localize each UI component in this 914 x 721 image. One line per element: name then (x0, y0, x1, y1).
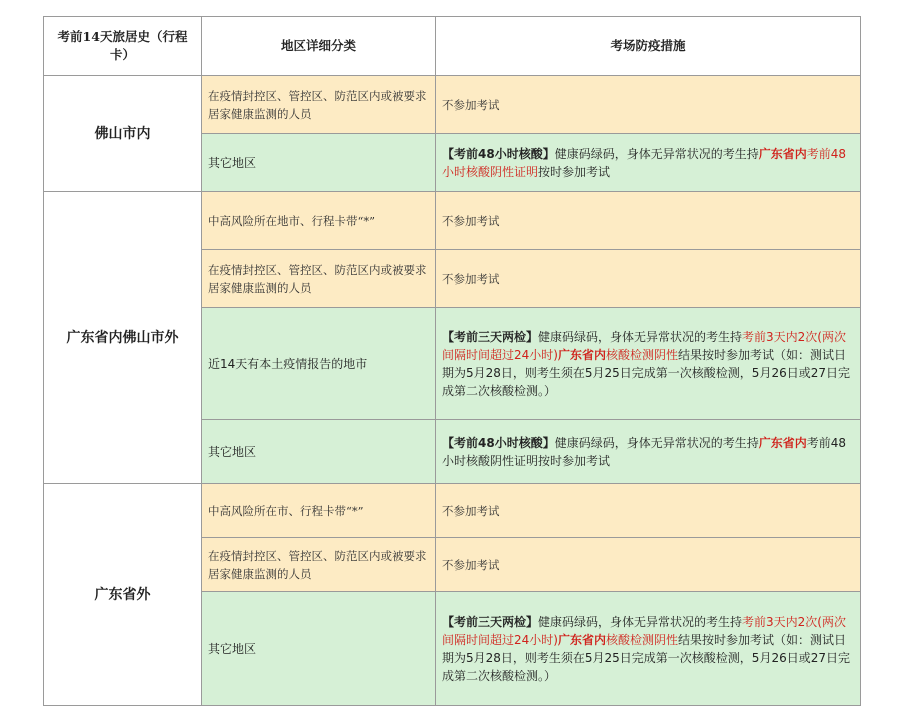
measure-highlight: 广东省内 (557, 347, 606, 362)
header-travel-history: 考前14天旅居史（行程卡） (44, 17, 202, 76)
measure-highlight: 考前3天内2次(两次间隔时间超过24小时) (442, 614, 846, 647)
measure-text: 考前48小时核酸阴性证明按时参加考试 (442, 435, 847, 468)
measure-cell (436, 420, 861, 484)
measure-highlight: 广东省内 (758, 146, 807, 161)
measure-highlight: 核酸检测阴性 (605, 347, 678, 362)
measure-tag: 【考前48小时核酸】 (442, 435, 555, 450)
header-region-detail: 地区详细分类 (202, 17, 436, 76)
region-detail-cell: 中高风险所在市、行程卡带“*” (202, 484, 436, 538)
measure-highlight: 核酸检测阴性 (605, 632, 678, 647)
measure-text: 健康码绿码，身体无异常状况的考生持 (554, 146, 759, 161)
measure-cell: 不参加考试 (436, 250, 861, 308)
measure-highlight: 考前48小时核酸阴性证明 (442, 146, 847, 179)
measure-tag: 【考前三天两检】 (442, 329, 539, 344)
region-detail-cell: 其它地区 (202, 420, 436, 484)
measure-cell: 不参加考试 (436, 538, 861, 592)
measure-cell (436, 592, 861, 706)
measure-cell: 不参加考试 (436, 484, 861, 538)
group-label-outside-gd: 广东省外 (44, 484, 202, 706)
table-row (44, 192, 861, 250)
measure-cell (436, 308, 861, 420)
region-detail-cell: 在疫情封控区、管控区、防范区内或被要求居家健康监测的人员 (202, 538, 436, 592)
group-label-foshan: 佛山市内 (44, 76, 202, 192)
measure-text: 健康码绿码，身体无异常状况的考生持 (554, 435, 759, 450)
measure-cell (436, 134, 861, 192)
table-header-row (44, 17, 861, 76)
measure-highlight: 广东省内 (758, 435, 807, 450)
group-label-gd-outside-foshan: 广东省内佛山市外 (44, 192, 202, 484)
epidemic-measures-table (43, 16, 861, 706)
region-detail-cell: 其它地区 (202, 592, 436, 706)
measure-text: 健康码绿码，身体无异常状况的考生持 (538, 329, 743, 344)
measure-tag: 【考前三天两检】 (442, 614, 539, 629)
measure-text: 结果按时参加考试（如：测试日期为5月28日，则考生须在5月25日完成第一次核酸检测，5月26日或27日完成第二次核酸检测。） (442, 347, 850, 398)
measure-tag: 【考前48小时核酸】 (442, 146, 555, 161)
table-row (44, 76, 861, 134)
epidemic-measures-table-container (43, 16, 860, 706)
measure-text: 按时参加考试 (538, 164, 611, 179)
table-row (44, 484, 861, 538)
region-detail-cell: 近14天有本土疫情报告的地市 (202, 308, 436, 420)
measure-cell: 不参加考试 (436, 192, 861, 250)
measure-text: 结果按时参加考试（如：测试日期为5月28日，则考生须在5月25日完成第一次核酸检测，5月26日或27日完成第二次核酸检测。） (442, 632, 850, 683)
region-detail-cell: 在疫情封控区、管控区、防范区内或被要求居家健康监测的人员 (202, 250, 436, 308)
measure-cell: 不参加考试 (436, 76, 861, 134)
region-detail-cell: 在疫情封控区、管控区、防范区内或被要求居家健康监测的人员 (202, 76, 436, 134)
region-detail-cell: 中高风险所在地市、行程卡带“*” (202, 192, 436, 250)
measure-text: 健康码绿码，身体无异常状况的考生持 (538, 614, 743, 629)
region-detail-cell: 其它地区 (202, 134, 436, 192)
measure-highlight: 考前3天内2次(两次间隔时间超过24小时) (442, 329, 846, 362)
header-exam-measures: 考场防疫措施 (436, 17, 861, 76)
measure-highlight: 广东省内 (557, 632, 606, 647)
